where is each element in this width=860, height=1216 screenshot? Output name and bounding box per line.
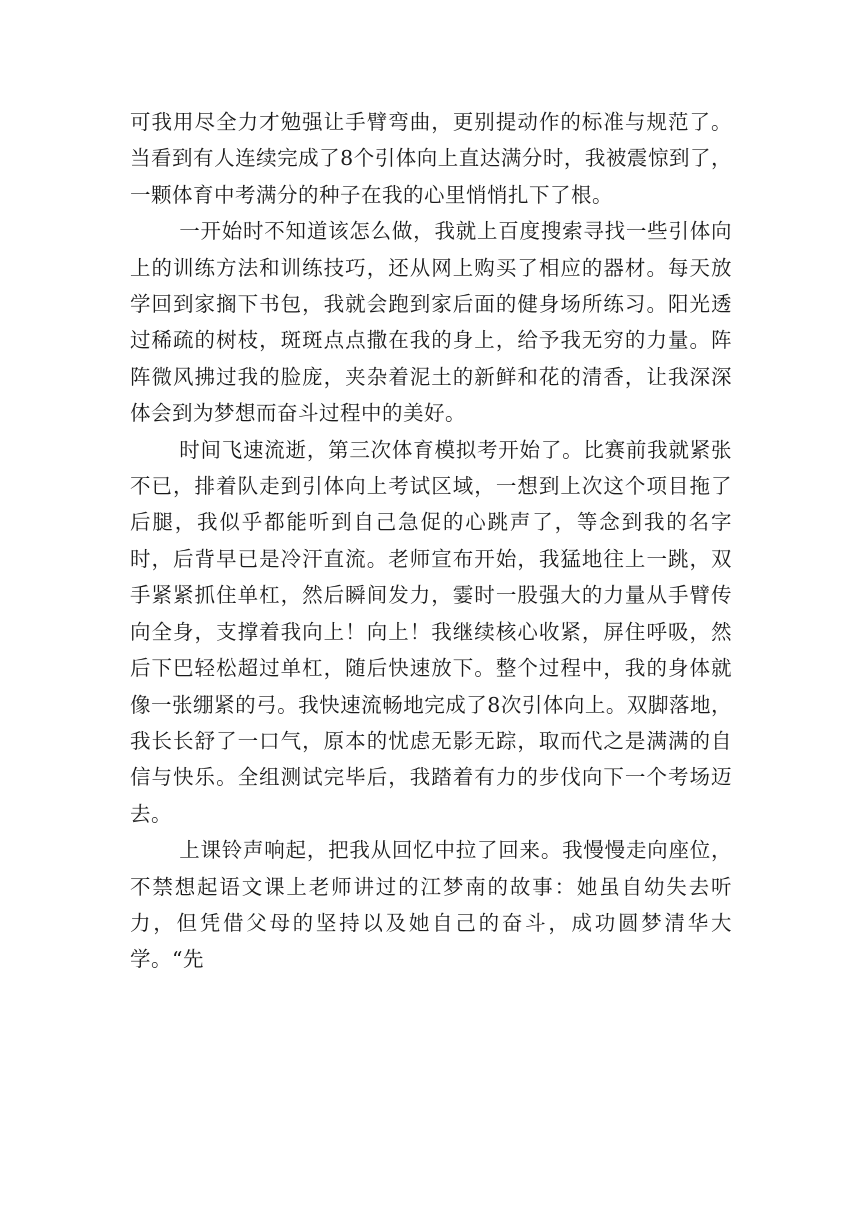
paragraph-1: 可我用尽全力才勉强让手臂弯曲，更别提动作的标准与规范了。当看到有人连续完成了8个引体向上直达满分时，我被震惊到了，一颗体育中考满分的种子在我的心里悄悄扎下了根。 <box>130 110 732 207</box>
paragraph-2: 一开始时不知道该怎么做，我就上百度搜索寻找一些引体向上的训练方法和训练技巧，还从网上购买了相应的器材。每天放学回到家搁下书包，我就会跑到家后面的健身场所练习。阳光透过稀疏的树枝，斑斑点点撒在我的身上，给予我无穷的力量。阵阵微风拂过我的脸庞，夹杂着泥土的新鲜和花的清香，让我深深体会到为梦想而奋斗过程中的美好。 <box>130 219 732 426</box>
paragraph-3: 时间飞速流逝，第三次体育模拟考开始了。比赛前我就紧张不已，排着队走到引体向上考试区域，一想到上次这个项目拖了后腿，我似乎都能听到自己急促的心跳声了，等念到我的名字时，后背早已是冷汗直流。老师宣布开始，我猛地往上一跳，双手紧紧抓住单杠，然后瞬间发力，霎时一股强大的力量从手臂传向全身，支撑着我向上！向上！我继续核心收紧，屏住呼吸，然后下巴轻松超过单杠，随后快速放下。整个过程中，我的身体就像一张绷紧的弓。我快速流畅地完成了8次引体向上。双脚落地，我长长舒了一口气，原本的忧虑无影无踪，取而代之是满满的自信与快乐。全组测试完毕后，我踏着有力的步伐向下一个考场迈去。 <box>130 437 732 826</box>
paragraph-4: 上课铃声响起，把我从回忆中拉了回来。我慢慢走向座位，不禁想起语文课上老师讲过的江梦南的故事：她虽自幼失去听力，但凭借父母的坚持以及她自己的奋斗，成功圆梦清华大学。“先 <box>130 838 732 972</box>
essay-text <box>130 104 732 978</box>
